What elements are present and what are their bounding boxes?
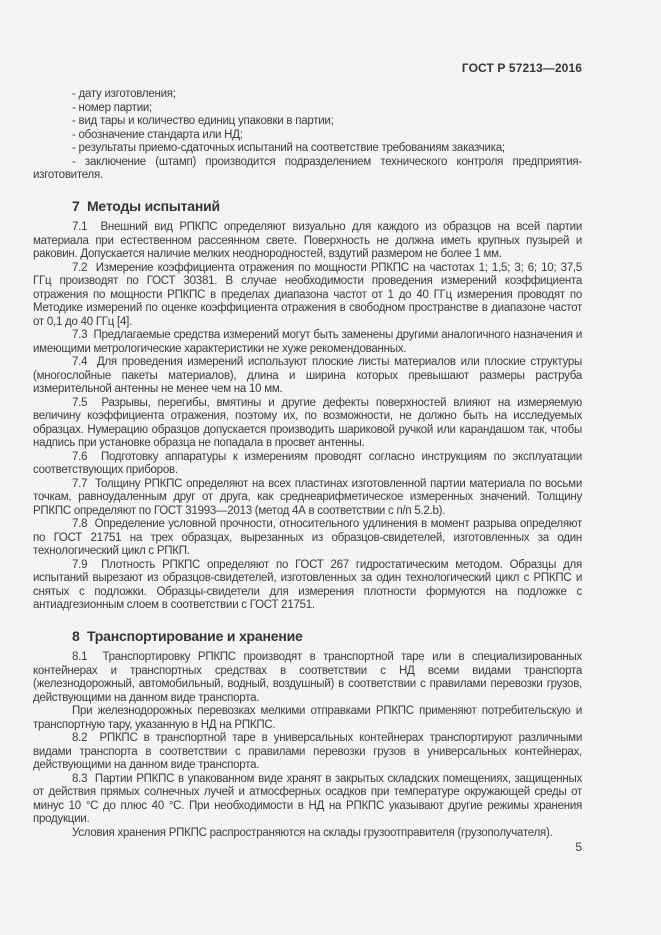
standard-code: ГОСТ Р 57213—2016 xyxy=(461,61,582,75)
running-header xyxy=(33,61,582,75)
paragraph-7-9: 7.9 Плотность РПКПС определяют по ГОСТ 267 гидростатическим методом. Образцы для испытаний вырезают из образцов-свидетелей, изготовленных за один технологический цикл с РПКПС и снятых с подложки. Образцы-свидетели для измерения плотности формуются на подложке с антиадгезионным слоем в соответствии с ГОСТ 21751. xyxy=(33,558,582,611)
paragraph-7-8: 7.8 Определение условной прочности, относительного удлинения в момент разрыва определяют по ГОСТ 21751 на трех образцах, вырезанных из образцов-свидетелей, изготовленных за один технологический цикл с РПКП. xyxy=(33,518,582,557)
list-item: - вид тары и количество единиц упаковки в партии; xyxy=(72,115,334,127)
paragraph-8-1-continued: При железнодорожных перевозках мелкими отправками РПКПС применяют потребительскую и транспортную тару, указанную в НД на РПКПС. xyxy=(33,705,582,731)
list-item: - заключение (штамп) производится подразделением технического контроля предприятия-изготовителя. xyxy=(33,155,582,181)
paragraph-8-1: 8.1 Транспортировку РПКПС производят в транспортной таре или в специализированных контейнерах и транспортных средствах в соответствии с НД всеми видами транспорта (железнодорожный, автомобильный, водный, воздушный) в соответствии с правилами перевозки грузов, действующими на данном виде транспорта. xyxy=(33,651,582,704)
paragraph-7-1: 7.1 Внешний вид РПКПС определяют визуально для каждого из образцов на всей партии материала при естественном рассеянном свете. Поверхность не должна иметь крупных пузырей и раковин. Допускается наличие мелких неоднородностей, вздутий размером не более 1 мм. xyxy=(33,221,582,260)
page-number: 5 xyxy=(575,840,582,854)
paragraph-8-3-continued: Условия хранения РПКПС распространяются на склады грузоотправителя (грузополучателя). xyxy=(72,826,553,839)
paragraph-7-3: 7.3 Предлагаемые средства измерений могут быть заменены другими аналогичного назначения и имеющими метрологические характеристики не хуже рекомендованных. xyxy=(33,329,582,355)
paragraph-7-5: 7.5 Разрывы, перегибы, вмятины и другие дефекты поверхностей влияют на измеряемую величину коэффициента отражения, поэтому их, по возможности, не должно быть на исследуемых образцах. Нумерацию образцов допускается производить шариковой ручкой или карандашом так, чтобы надпись при установке образца не попадала в просвет антенны. xyxy=(33,396,582,449)
paragraph-7-2: 7.2 Измерение коэффициента отражения по мощности РПКПС на частотах 1; 1,5; 3; 6; 10; 37,5 ГГц производят по ГОСТ 30381. В случае необходимости проведения измерений коэффициента отражения по мощности РПКПС в пределах диапазона частот от 1 до 40 ГГц измерения проводят по Методике измерений по оценке коэффициента отражения в свободном пространстве в диапазоне частот от 0,1 до 40 ГГц [4]. xyxy=(33,261,582,328)
paragraph-8-2: 8.2 РПКПС в транспортной таре в универсальных контейнерах транспортируют различными видами транспорта в соответствии с правилами перевозки грузов в универсальных контейнерах, действующими на данном виде транспорта. xyxy=(33,732,582,771)
list-item: - дату изготовления; xyxy=(72,88,176,100)
page-content xyxy=(33,88,582,840)
paragraph-7-7: 7.7 Толщину РПКПС определяют на всех пластинах изготовленной партии материала по восьми точкам, равноудаленным друг от друга, как среднеарифметическое измеренных значений. Толщину РПКПС определяют по ГОСТ 31993—2013 (метод 4А в соответствии с п/п 5.2.b). xyxy=(33,477,582,517)
list-item: - номер партии; xyxy=(72,101,152,114)
section-7-heading: 7 Методы испытаний xyxy=(72,197,220,214)
paragraph-7-6: 7.6 Подготовку аппаратуры к измерениям проводят согласно инструкциям по эксплуатации соответствующих приборов. xyxy=(33,450,582,476)
paragraph-7-4: 7.4 Для проведения измерений используют плоские листы материалов или плоские структуры (многослойные пакеты материалов), длина и ширина которых превышают размеры раструба измерительной антенны не менее чем на 10 мм. xyxy=(33,356,582,395)
list-item: - обозначение стандарта или НД; xyxy=(72,128,243,141)
section-8-heading: 8 Транспортирование и хранение xyxy=(72,627,303,644)
paragraph-8-3: 8.3 Партии РПКПС в упакованном виде хранят в закрытых складских помещениях, защищенных от действия прямых солнечных лучей и атмосферных осадков при температуре окружающей среды от минус 10 °С до плюс 40 °С. При необходимости в НД на РПКПС указывают другие режимы хранения продукции. xyxy=(33,772,582,825)
list-item: - результаты приемо-сдаточных испытаний на соответствие требованиям заказчика; xyxy=(72,142,505,154)
